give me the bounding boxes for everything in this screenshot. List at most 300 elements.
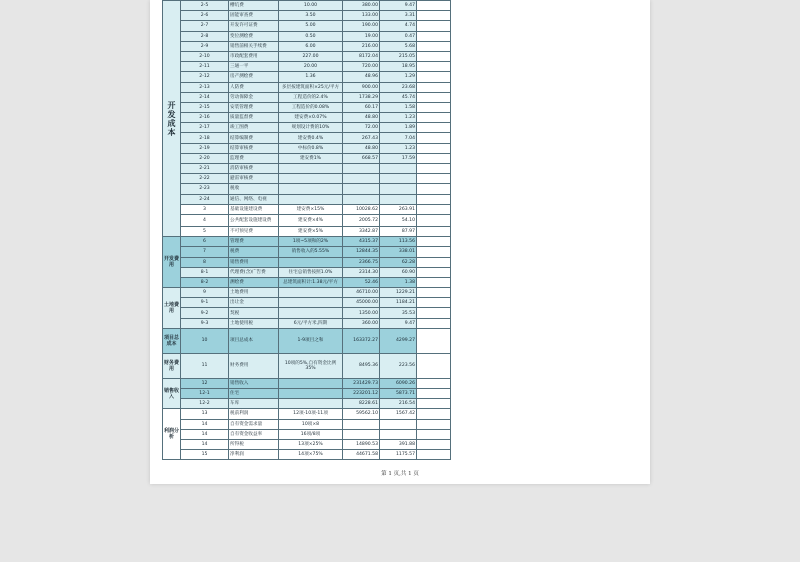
unit-amount: 60.90 — [380, 267, 417, 277]
table-row — [163, 102, 451, 112]
table-row — [163, 204, 451, 214]
empty-cell — [417, 257, 451, 267]
empty-cell — [417, 194, 451, 204]
item-name: 税前利润 — [229, 409, 279, 419]
row-number: 2-17 — [181, 123, 229, 133]
empty-cell — [417, 102, 451, 112]
unit-amount: 216.54 — [380, 399, 417, 409]
item-name: 测绘费 — [229, 277, 279, 287]
print-preview-page — [150, 0, 650, 484]
total-amount: 44671.58 — [343, 450, 380, 460]
item-name: 劳动保障金 — [229, 92, 279, 102]
empty-cell — [417, 226, 451, 236]
row-number: 2-7 — [181, 21, 229, 31]
row-number: 11 — [181, 353, 229, 378]
table-row — [163, 399, 451, 409]
unit-amount: 5.68 — [380, 41, 417, 51]
row-number: 13 — [181, 409, 229, 419]
item-name: 财务费用 — [229, 353, 279, 378]
item-name: 销售费用 — [229, 257, 279, 267]
empty-cell — [417, 21, 451, 31]
unit-amount: 1229.21 — [380, 288, 417, 298]
group-label-dev-fee: 开发费用 — [163, 237, 181, 288]
item-name: 安装管理费 — [229, 102, 279, 112]
table-row — [163, 318, 451, 328]
item-name: 销售收入 — [229, 378, 279, 388]
item-name: 结算编制费 — [229, 133, 279, 143]
unit-amount — [380, 429, 417, 439]
table-row — [163, 439, 451, 449]
table-row — [163, 72, 451, 82]
row-number: 2-10 — [181, 51, 229, 61]
empty-cell — [417, 318, 451, 328]
calc-basis: 12项-10项-11项 — [279, 409, 343, 419]
table-row — [163, 308, 451, 318]
calc-basis — [279, 184, 343, 194]
item-name: 税收 — [229, 184, 279, 194]
row-number: 5 — [181, 226, 229, 236]
unit-amount: 1.23 — [380, 143, 417, 153]
unit-amount: 1.29 — [380, 72, 417, 82]
calc-basis: 中标价0.8% — [279, 143, 343, 153]
group-label-finance: 财务费用 — [163, 353, 181, 378]
item-name: 净利润 — [229, 450, 279, 460]
total-amount: 19.00 — [343, 31, 380, 41]
empty-cell — [417, 82, 451, 92]
total-amount: 48.80 — [343, 143, 380, 153]
calc-basis: 建安费×0.07% — [279, 113, 343, 123]
item-name: 房产测绘费 — [229, 72, 279, 82]
table-row — [163, 11, 451, 21]
row-number: 2-8 — [181, 31, 229, 41]
row-number: 8 — [181, 257, 229, 267]
table-row — [163, 21, 451, 31]
total-amount: 8495.36 — [343, 353, 380, 378]
calc-basis: 13项×25% — [279, 439, 343, 449]
table-row — [163, 41, 451, 51]
row-number: 12-2 — [181, 399, 229, 409]
empty-cell — [417, 184, 451, 194]
empty-cell — [417, 143, 451, 153]
item-name: 公共配套设施建设费 — [229, 214, 279, 226]
table-row — [163, 133, 451, 143]
row-number: 12-1 — [181, 389, 229, 399]
total-amount — [343, 164, 380, 174]
empty-cell — [417, 419, 451, 429]
item-name: 代理费(含)广告费 — [229, 267, 279, 277]
calc-basis: 多层按建筑面积×25元/平方 — [279, 82, 343, 92]
table-row — [163, 429, 451, 439]
page-footer: 第 1 页,共 1 页 — [381, 471, 419, 477]
table-row — [163, 288, 451, 298]
calc-basis — [279, 164, 343, 174]
group-label-sales: 销售收入 — [163, 378, 181, 409]
unit-amount: 391.88 — [380, 439, 417, 449]
empty-cell — [417, 204, 451, 214]
table-row — [163, 247, 451, 257]
total-amount: 8172.04 — [343, 51, 380, 61]
calc-basis: 20.00 — [279, 62, 343, 72]
empty-cell — [417, 247, 451, 257]
row-number: 6 — [181, 237, 229, 247]
item-name: 项目总成本 — [229, 328, 279, 353]
total-amount: 3342.87 — [343, 226, 380, 236]
calc-basis: 销售收入的5.55% — [279, 247, 343, 257]
unit-amount: 35.53 — [380, 308, 417, 318]
total-amount: 52.46 — [343, 277, 380, 287]
table-row — [163, 194, 451, 204]
calc-basis: 6元/平方米,四期 — [279, 318, 343, 328]
unit-amount: 4299.27 — [380, 328, 417, 353]
unit-amount: 1.89 — [380, 123, 417, 133]
total-amount: 8228.61 — [343, 399, 380, 409]
item-name: 三通一平 — [229, 62, 279, 72]
table-row — [163, 164, 451, 174]
calc-basis: 规划设计费的10% — [279, 123, 343, 133]
unit-amount — [380, 164, 417, 174]
table-row — [163, 143, 451, 153]
unit-amount: 1567.42 — [380, 409, 417, 419]
table-row — [163, 450, 451, 460]
table-row — [163, 82, 451, 92]
empty-cell — [417, 113, 451, 123]
item-name: 质量监督费 — [229, 113, 279, 123]
unit-amount: 5873.71 — [380, 389, 417, 399]
calc-basis — [279, 399, 343, 409]
total-amount — [343, 194, 380, 204]
table-row — [163, 184, 451, 194]
item-name: 通信、网络、电视 — [229, 194, 279, 204]
item-name: 消防审核费 — [229, 164, 279, 174]
table-row — [163, 153, 451, 163]
item-name: 契税 — [229, 308, 279, 318]
empty-cell — [417, 409, 451, 419]
unit-amount: 6090.26 — [380, 378, 417, 388]
item-name: 避雷审核费 — [229, 174, 279, 184]
total-amount: 2005.72 — [343, 214, 380, 226]
total-amount: 231429.73 — [343, 378, 380, 388]
calc-basis: 10项的5%,自有资金比例35% — [279, 353, 343, 378]
calc-basis — [279, 194, 343, 204]
total-amount: 900.00 — [343, 82, 380, 92]
total-amount: 59562.10 — [343, 409, 380, 419]
item-name: 开发许可证费 — [229, 21, 279, 31]
total-amount: 48.80 — [343, 113, 380, 123]
table-row — [163, 298, 451, 308]
row-number: 2-11 — [181, 62, 229, 72]
table-row — [163, 409, 451, 419]
unit-amount: 338.01 — [380, 247, 417, 257]
calc-basis: 住宅总销售按照1.0% — [279, 267, 343, 277]
total-amount — [343, 429, 380, 439]
item-name: 所得税 — [229, 439, 279, 449]
unit-amount: 45.74 — [380, 92, 417, 102]
table-row — [163, 419, 451, 429]
item-name: 管理费 — [229, 237, 279, 247]
table-row — [163, 92, 451, 102]
total-amount: 12844.35 — [343, 247, 380, 257]
table-row — [163, 378, 451, 388]
empty-cell — [417, 429, 451, 439]
empty-cell — [417, 51, 451, 61]
total-amount: 720.00 — [343, 62, 380, 72]
empty-cell — [417, 174, 451, 184]
item-name: 税费 — [229, 247, 279, 257]
table-row — [163, 389, 451, 399]
row-number: 2-18 — [181, 133, 229, 143]
calc-basis: 1-9项目之和 — [279, 328, 343, 353]
row-number: 7 — [181, 247, 229, 257]
unit-amount: 18.95 — [380, 62, 417, 72]
row-number: 2-21 — [181, 164, 229, 174]
item-name: 变位测绘费 — [229, 31, 279, 41]
total-amount: 2314.30 — [343, 267, 380, 277]
item-name: 人防费 — [229, 82, 279, 92]
table-row — [163, 237, 451, 247]
item-name: 竣工图费 — [229, 123, 279, 133]
row-number: 14 — [181, 429, 229, 439]
table-row — [163, 353, 451, 378]
table-row — [163, 277, 451, 287]
unit-amount: 1.38 — [380, 277, 417, 287]
calc-basis: 建安费0.4% — [279, 133, 343, 143]
total-amount: 1350.00 — [343, 308, 380, 318]
row-number: 9-1 — [181, 298, 229, 308]
unit-amount: 3.31 — [380, 11, 417, 21]
empty-cell — [417, 439, 451, 449]
item-name: 车库 — [229, 399, 279, 409]
total-amount: 360.00 — [343, 318, 380, 328]
calc-basis — [279, 288, 343, 298]
unit-amount: 0.47 — [380, 31, 417, 41]
calc-basis: 1.36 — [279, 72, 343, 82]
total-amount: 216.00 — [343, 41, 380, 51]
unit-amount: 113.56 — [380, 237, 417, 247]
total-amount: 223201.12 — [343, 389, 380, 399]
row-number: 2-6 — [181, 11, 229, 21]
total-amount: 133.00 — [343, 11, 380, 21]
total-amount: 46710.00 — [343, 288, 380, 298]
calc-basis: 16项/8项 — [279, 429, 343, 439]
calc-basis — [279, 308, 343, 318]
total-amount — [343, 174, 380, 184]
total-amount: 10028.62 — [343, 204, 380, 214]
calc-basis — [279, 174, 343, 184]
table-row — [163, 267, 451, 277]
row-number: 14 — [181, 439, 229, 449]
calc-basis: 0.50 — [279, 31, 343, 41]
empty-cell — [417, 353, 451, 378]
item-name: 基础设施建设费 — [229, 204, 279, 214]
total-amount: 45000.00 — [343, 298, 380, 308]
empty-cell — [417, 62, 451, 72]
table-row — [163, 1, 451, 11]
item-name: 市政配套费用 — [229, 51, 279, 61]
calc-basis: 3.50 — [279, 11, 343, 21]
unit-amount: 23.68 — [380, 82, 417, 92]
row-number: 4 — [181, 214, 229, 226]
empty-cell — [417, 298, 451, 308]
unit-amount — [380, 419, 417, 429]
empty-cell — [417, 389, 451, 399]
row-number: 3 — [181, 204, 229, 214]
total-amount: 4315.37 — [343, 237, 380, 247]
row-number: 10 — [181, 328, 229, 353]
unit-amount: 9.47 — [380, 1, 417, 11]
row-number: 8-2 — [181, 277, 229, 287]
row-number: 2-5 — [181, 1, 229, 11]
total-amount: 72.00 — [343, 123, 380, 133]
calc-basis: 工程造价的2.4% — [279, 92, 343, 102]
unit-amount — [380, 184, 417, 194]
cost-estimate-table — [162, 0, 451, 460]
row-number: 2-22 — [181, 174, 229, 184]
total-amount: 14890.53 — [343, 439, 380, 449]
unit-amount: 1.23 — [380, 113, 417, 123]
calc-basis: 227.00 — [279, 51, 343, 61]
row-number: 2-14 — [181, 92, 229, 102]
calc-basis — [279, 257, 343, 267]
calc-basis — [279, 298, 343, 308]
row-number: 15 — [181, 450, 229, 460]
total-amount — [343, 419, 380, 429]
calc-basis: 10.00 — [279, 1, 343, 11]
item-name: 固能审查费 — [229, 11, 279, 21]
row-number: 2-16 — [181, 113, 229, 123]
table-row — [163, 51, 451, 61]
calc-basis: 建安费×15% — [279, 204, 343, 214]
unit-amount: 9.47 — [380, 318, 417, 328]
empty-cell — [417, 41, 451, 51]
total-amount: 190.00 — [343, 21, 380, 31]
unit-amount: 1.58 — [380, 102, 417, 112]
calc-basis: 10项×8 — [279, 419, 343, 429]
calc-basis: 建安费×5% — [279, 226, 343, 236]
unit-amount — [380, 174, 417, 184]
empty-cell — [417, 308, 451, 318]
table-row — [163, 31, 451, 41]
item-name: 住宅 — [229, 389, 279, 399]
total-amount: 163372.27 — [343, 328, 380, 353]
row-number: 2-12 — [181, 72, 229, 82]
item-name: 自有资金收益率 — [229, 429, 279, 439]
empty-cell — [417, 450, 451, 460]
empty-cell — [417, 31, 451, 41]
empty-cell — [417, 123, 451, 133]
empty-cell — [417, 267, 451, 277]
row-number: 12 — [181, 378, 229, 388]
total-amount: 668.57 — [343, 153, 380, 163]
row-number: 8-1 — [181, 267, 229, 277]
row-number: 2-15 — [181, 102, 229, 112]
calc-basis — [279, 378, 343, 388]
total-amount — [343, 184, 380, 194]
unit-amount: 1175.57 — [380, 450, 417, 460]
empty-cell — [417, 237, 451, 247]
unit-amount: 263.91 — [380, 204, 417, 214]
item-name: 槽坑费 — [229, 1, 279, 11]
table-row — [163, 226, 451, 236]
item-name: 结算审核费 — [229, 143, 279, 153]
row-number: 9 — [181, 288, 229, 298]
unit-amount: 223.56 — [380, 353, 417, 378]
item-name: 不可预见费 — [229, 226, 279, 236]
unit-amount: 7.04 — [380, 133, 417, 143]
total-amount: 48.96 — [343, 72, 380, 82]
item-name: 土地使用税 — [229, 318, 279, 328]
row-number: 2-13 — [181, 82, 229, 92]
calc-basis: 总建筑面积计:1.38元/平方 — [279, 277, 343, 287]
unit-amount: 54.10 — [380, 214, 417, 226]
item-name: 自有资金需求量 — [229, 419, 279, 429]
empty-cell — [417, 328, 451, 353]
empty-cell — [417, 288, 451, 298]
unit-amount: 17.59 — [380, 153, 417, 163]
unit-amount: 4.74 — [380, 21, 417, 31]
calc-basis — [279, 389, 343, 399]
row-number: 9-2 — [181, 308, 229, 318]
unit-amount: 62.28 — [380, 257, 417, 267]
calc-basis: 建安费×4% — [279, 214, 343, 226]
empty-cell — [417, 1, 451, 11]
group-label-dev-cost: 开发成本 — [163, 1, 181, 237]
empty-cell — [417, 72, 451, 82]
row-number: 9-3 — [181, 318, 229, 328]
group-label-profit: 利润分析 — [163, 409, 181, 460]
total-amount: 267.43 — [343, 133, 380, 143]
total-amount: 1738.29 — [343, 92, 380, 102]
item-name: 出让金 — [229, 298, 279, 308]
row-number: 2-19 — [181, 143, 229, 153]
empty-cell — [417, 153, 451, 163]
calc-basis: 14项×75% — [279, 450, 343, 460]
empty-cell — [417, 133, 451, 143]
row-number: 2-24 — [181, 194, 229, 204]
empty-cell — [417, 277, 451, 287]
item-name: 监理费 — [229, 153, 279, 163]
table-row — [163, 123, 451, 133]
unit-amount: 1184.21 — [380, 298, 417, 308]
empty-cell — [417, 399, 451, 409]
table-row — [163, 174, 451, 184]
table-row — [163, 62, 451, 72]
empty-cell — [417, 164, 451, 174]
row-number: 2-9 — [181, 41, 229, 51]
calc-basis: 1项~5项和的2% — [279, 237, 343, 247]
row-number: 2-23 — [181, 184, 229, 194]
item-name: 销售前相关手续费 — [229, 41, 279, 51]
calc-basis: 建安费1% — [279, 153, 343, 163]
empty-cell — [417, 92, 451, 102]
empty-cell — [417, 214, 451, 226]
unit-amount: 87.97 — [380, 226, 417, 236]
table-row — [163, 214, 451, 226]
row-number: 14 — [181, 419, 229, 429]
empty-cell — [417, 378, 451, 388]
table-row — [163, 113, 451, 123]
calc-basis: 工程造价的0.08% — [279, 102, 343, 112]
calc-basis: 6.00 — [279, 41, 343, 51]
item-name: 土地费用 — [229, 288, 279, 298]
calc-basis: 5.00 — [279, 21, 343, 31]
unit-amount: 215.05 — [380, 51, 417, 61]
row-number: 2-20 — [181, 153, 229, 163]
total-amount: 380.00 — [343, 1, 380, 11]
total-amount: 2366.75 — [343, 257, 380, 267]
table-row — [163, 257, 451, 267]
empty-cell — [417, 11, 451, 21]
group-label-total-cost: 项目总成本 — [163, 328, 181, 353]
